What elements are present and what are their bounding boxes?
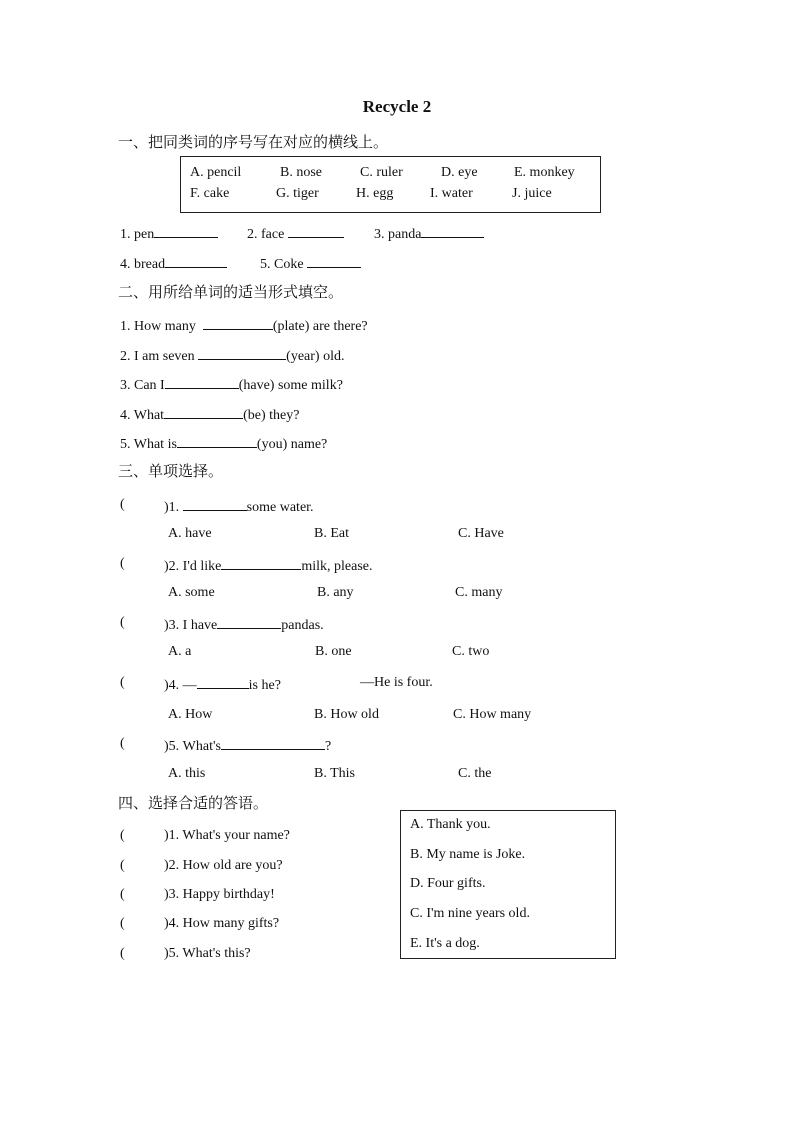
word-option: G. tiger <box>276 186 319 201</box>
mc-option[interactable]: A. How <box>168 707 213 722</box>
mc-option[interactable]: C. Have <box>458 526 504 541</box>
mc-option[interactable]: C. How many <box>453 707 532 722</box>
answer-paren[interactable]: ( <box>120 858 125 873</box>
answer-blank[interactable] <box>198 345 286 360</box>
section3-heading: 三、单项选择。 <box>118 462 224 480</box>
category-item: 4. bread <box>120 253 227 274</box>
word-option: E. monkey <box>514 165 575 180</box>
answer-option: C. I'm nine years old. <box>410 906 530 921</box>
match-question: )1. What's your name? <box>164 828 290 843</box>
mc-question: )4. — is he? <box>164 674 281 695</box>
section2-heading: 二、用所给单词的适当形式填空。 <box>118 283 344 301</box>
word-option: I. water <box>430 186 473 201</box>
answer-paren[interactable]: ( <box>120 828 125 843</box>
section1-heading: 一、把同类词的序号写在对应的横线上。 <box>118 133 389 151</box>
mc-option[interactable]: B. any <box>317 585 354 600</box>
mc-option[interactable]: A. have <box>168 526 212 541</box>
category-item: 5. Coke <box>260 253 361 274</box>
section4-heading: 四、选择合适的答语。 <box>118 794 269 812</box>
word-option: A. pencil <box>190 165 242 180</box>
page-title: Recycle 2 <box>362 97 432 116</box>
mc-option[interactable]: B. one <box>315 644 352 659</box>
answer-blank[interactable] <box>164 404 243 419</box>
word-option: D. eye <box>441 165 478 180</box>
word-option: H. egg <box>356 186 394 201</box>
answer-option: B. My name is Joke. <box>410 847 526 862</box>
answer-blank[interactable] <box>154 223 218 238</box>
fill-item: 2. I am seven (year) old. <box>120 345 344 366</box>
answer-paren[interactable]: ( <box>120 946 125 961</box>
category-item: 2. face <box>247 223 344 244</box>
mc-option[interactable]: A. some <box>168 585 215 600</box>
word-option: F. cake <box>190 186 230 201</box>
answer-paren[interactable]: ( <box>120 615 125 630</box>
answer-option: A. Thank you. <box>410 817 491 832</box>
mc-question: )2. I'd like milk, please. <box>164 555 373 576</box>
answer-blank <box>183 496 247 511</box>
word-option: C. ruler <box>360 165 403 180</box>
mc-option[interactable]: A. this <box>168 766 206 781</box>
mc-response: —He is four. <box>360 675 433 690</box>
answer-paren[interactable]: ( <box>120 556 125 571</box>
answer-blank <box>197 674 249 689</box>
mc-option[interactable]: C. the <box>458 766 492 781</box>
answer-blank <box>221 735 325 750</box>
fill-item: 1. How many (plate) are there? <box>120 315 368 336</box>
match-question: )5. What's this? <box>164 946 251 961</box>
mc-question: )1. some water. <box>164 496 314 517</box>
answer-option: D. Four gifts. <box>410 876 486 891</box>
answer-paren[interactable]: ( <box>120 916 125 931</box>
answer-paren[interactable]: ( <box>120 887 125 902</box>
answer-paren[interactable]: ( <box>120 675 125 690</box>
mc-option[interactable]: B. How old <box>314 707 379 722</box>
fill-item: 3. Can I (have) some milk? <box>120 374 343 395</box>
word-option: B. nose <box>280 165 322 180</box>
answer-blank[interactable] <box>165 374 239 389</box>
answer-blank[interactable] <box>165 253 227 268</box>
mc-question: )5. What's ? <box>164 735 331 756</box>
mc-option[interactable]: B. This <box>314 766 355 781</box>
answer-paren[interactable]: ( <box>120 497 125 512</box>
answer-blank[interactable] <box>177 433 257 448</box>
match-question: )3. Happy birthday! <box>164 887 275 902</box>
mc-question: )3. I have pandas. <box>164 614 324 635</box>
answer-blank <box>217 614 281 629</box>
mc-option[interactable]: C. many <box>455 585 503 600</box>
fill-item: 4. What (be) they? <box>120 404 299 425</box>
answer-paren[interactable]: ( <box>120 736 125 751</box>
answer-blank[interactable] <box>288 223 344 238</box>
answer-option: E. It's a dog. <box>410 936 480 951</box>
fill-item: 5. What is (you) name? <box>120 433 327 454</box>
answer-blank[interactable] <box>203 315 273 330</box>
match-question: )2. How old are you? <box>164 858 283 873</box>
category-item: 3. panda <box>374 223 484 244</box>
answer-blank[interactable] <box>307 253 361 268</box>
answer-blank <box>221 555 301 570</box>
match-question: )4. How many gifts? <box>164 916 280 931</box>
mc-option[interactable]: A. a <box>168 644 192 659</box>
word-option: J. juice <box>512 186 552 201</box>
category-item: 1. pen <box>120 223 218 244</box>
mc-option[interactable]: B. Eat <box>314 526 349 541</box>
answer-blank[interactable] <box>421 223 484 238</box>
mc-option[interactable]: C. two <box>452 644 490 659</box>
